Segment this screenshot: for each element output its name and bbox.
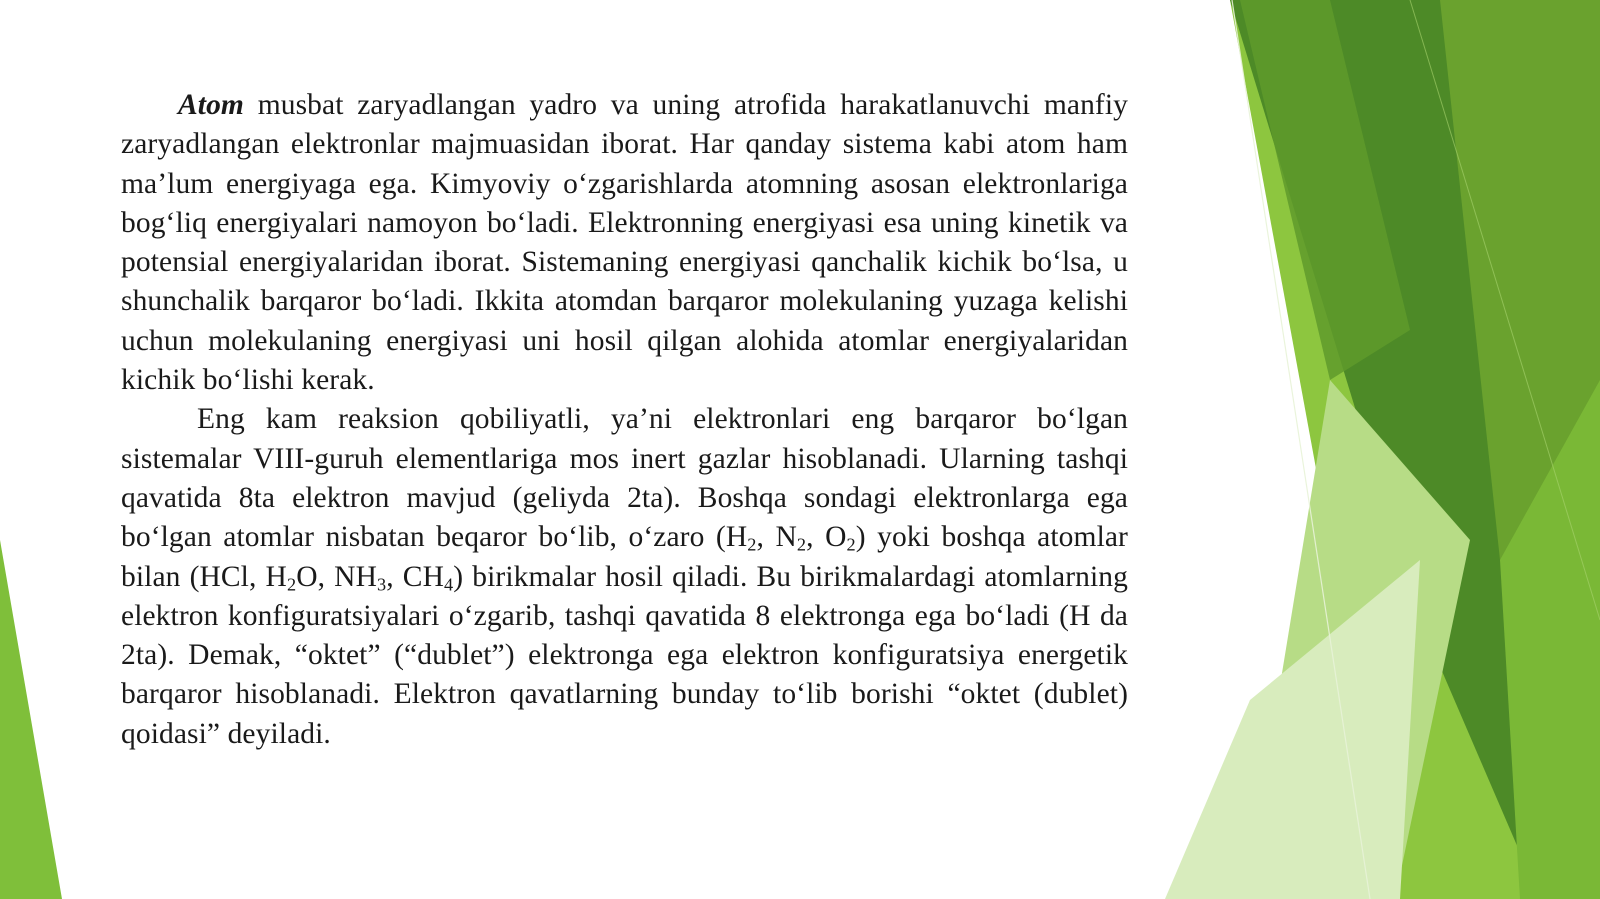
- formula-n2: N: [775, 521, 797, 554]
- formula-nh3: NH: [334, 560, 377, 593]
- formula-nh3-sub: 3: [376, 574, 387, 595]
- separator: ,: [317, 560, 335, 593]
- formula-o2-sub: 2: [846, 534, 856, 555]
- left-green-facet: [0, 540, 62, 899]
- paragraph-2-text-a: Eng kam reaksion qobiliyatli, ya’ni elektronlari eng barqaror bo‘lgan sistemalar VIII-guruh elementlariga mos inert gazlar hisoblanadi. Ularning tashqi qavatida 8ta elektron mavjud (geliyda 2ta). Boshqa sondagi elektronlarga ega bo‘lgan atomlar nisbatan beqaror bo‘lib, o‘zaro (: [121, 403, 1128, 554]
- paragraph-2-text-c: ) birikmalar hosil qiladi. Bu birikmalardagi atomlarning elektron konfiguratsiyalari o‘zgarib, tashqi qavatida 8 elektronga ega bo‘ladi (H da 2ta). Demak, “oktet” (“dublet”) elektronga ega elektron konfiguratsiya energetik barqaror hisoblanadi. Elektron qavatlarning bunday to‘lib borishi “oktet (dublet) qoidasi” deyiladi.: [121, 560, 1129, 750]
- formula-o2: O: [825, 521, 847, 554]
- formula-h2-sub: 2: [747, 534, 757, 555]
- formula-h2o-o: O: [296, 560, 318, 593]
- paragraph-2-text-b: ) yoki boshqa atomlar bilan (HCl,: [121, 521, 1128, 593]
- paragraph-1-text: musbat zaryadlangan yadro va uning atrofida harakatlanuvchi manfiy zaryadlangan elektronlar majmuasidan iborat. Har qanday sistema kabi atom ham ma’lum energiyaga ega. Kimyoviy o‘zgarishlarda atomning asosan elektronlariga bog‘liq energiyalari namoyon bo‘ladi. Elektronning energiyasi esa uning kinetik va potensial energiyalaridan iborat. Sistemaning energiyasi qanchalik kichik bo‘lsa, u shunchalik barqaror bo‘ladi. Ikkita atomdan barqaror molekulaning yuzaga kelishi uchun molekulaning energiyasi uni hosil qilgan alohida atomlar energiyalaridan kichik bo‘lishi kerak.: [121, 89, 1128, 397]
- formula-h2: H: [725, 521, 748, 554]
- formula-ch4: CH: [402, 560, 444, 593]
- formula-ch4-sub: 4: [443, 574, 454, 595]
- paragraph-2: [121, 400, 1128, 754]
- separator: ,: [806, 521, 826, 554]
- separator: ,: [756, 521, 776, 554]
- separator: ,: [386, 560, 403, 593]
- formula-n2-sub: 2: [796, 534, 807, 555]
- formula-h2o: H: [265, 560, 287, 593]
- term-atom: Atom: [178, 89, 244, 121]
- paragraph-1: [121, 86, 1128, 400]
- body-text: [121, 86, 1128, 754]
- formula-h2o-sub: 2: [286, 574, 297, 595]
